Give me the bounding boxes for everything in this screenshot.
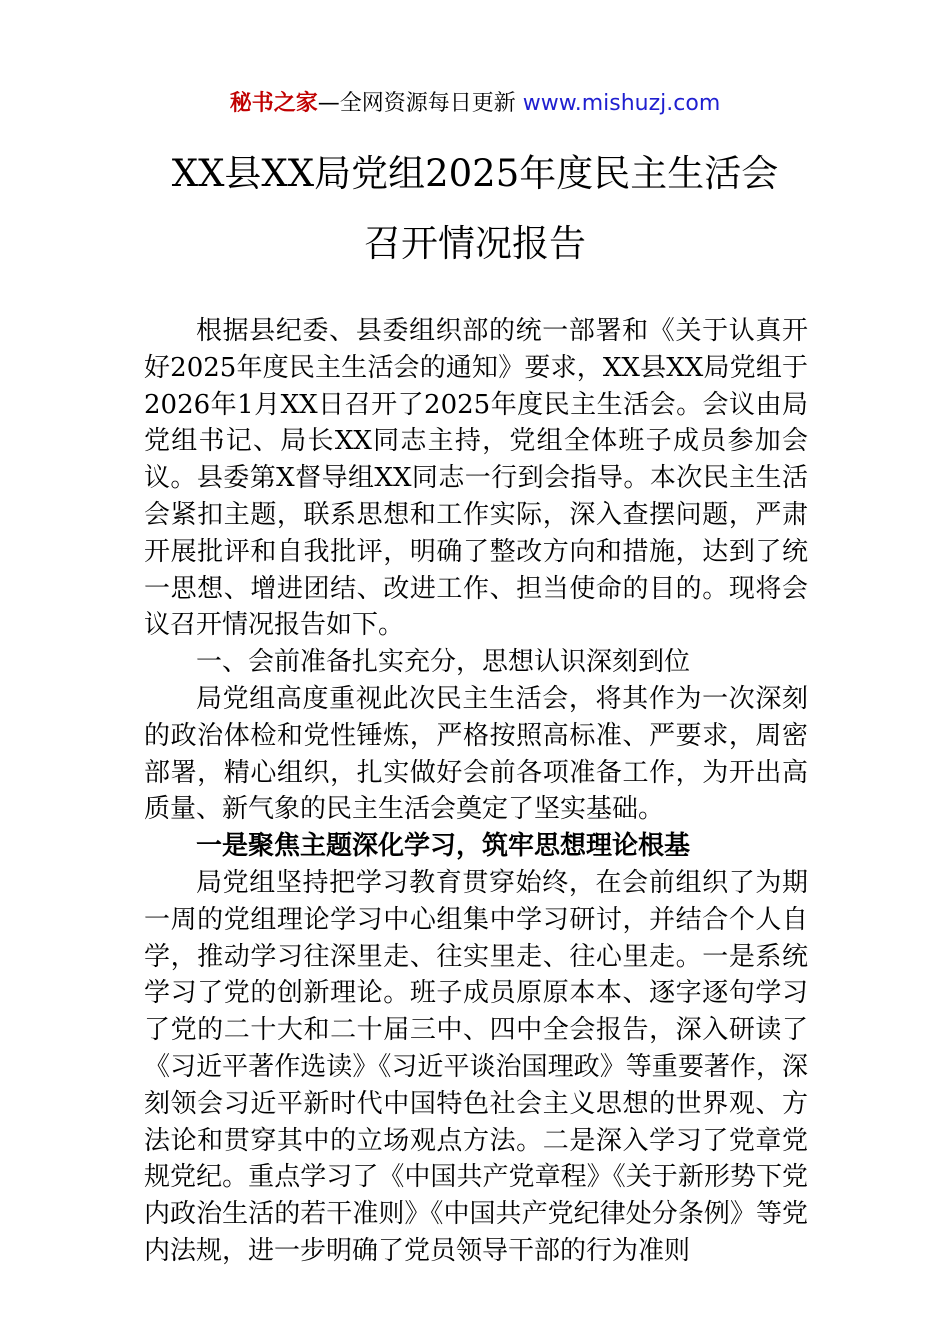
- site-banner: [0, 88, 950, 120]
- banner-tagline: —全网资源每日更新: [317, 91, 516, 116]
- subsection-heading-1: 一是聚焦主题深化学习，筑牢思想理论根基: [196, 831, 691, 862]
- section-heading-1: 一、会前准备扎实充分，思想认识深刻到位: [196, 647, 691, 678]
- subsection-1-paragraph: 局党组坚持把学习教育贯穿始终，在会前组织了为期一周的党组理论学习中心组集中学习研讨，并结合个人自学，推动学习往深里走、往实里走、往心里走。一是系统学习了党的创新理论。班子成员原原本本、逐字逐句学习了党的二十大和二十届三中、四中全会报告，深入研读了《习近平著作选读》《习近平谈治国理政》等重要著作，深刻领会习近平新时代中国特色社会主义思想的世界观、方法论和贯穿其中的立场观点方法。二是深入学习了党章党规党纪。重点学习了《中国共产党章程》《关于新形势下党内政治生活的若干准则》《中国共产党纪律处分条例》等党内法规，进一步明确了党员领导干部的行为准则: [144, 867, 808, 1266]
- section-1-paragraph: 局党组高度重视此次民主生活会，将其作为一次深刻的政治体检和党性锤炼，严格按照高标准、严要求，周密部署，精心组织，扎实做好会前各项准备工作，为开出高质量、新气象的民主生活会奠定了坚实基础。: [144, 683, 808, 825]
- intro-paragraph: 根据县纪委、县委组织部的统一部署和《关于认真开好2025年度民主生活会的通知》要求，XX县XX局党组于2026年1月XX日召开了2025年度民主生活会。会议由局党组书记、局长XX同志主持，党组全体班子成员参加会议。县委第X督导组XX同志一行到会指导。本次民主生活会紧扣主题，联系思想和工作实际，深入查摆问题，严肃开展批评和自我批评，明确了整改方向和措施，达到了统一思想、增进团结、改进工作、担当使命的目的。现将会议召开情况报告如下。: [144, 316, 808, 641]
- brand-name: 秘书之家: [229, 91, 318, 116]
- document-title-line-1: XX县XX局党组2025年度民主生活会: [171, 152, 779, 195]
- document-title-line-2: 召开情况报告: [364, 222, 586, 265]
- document-body: [144, 313, 808, 1270]
- site-url-link[interactable]: www.mishuzj.com: [522, 91, 721, 116]
